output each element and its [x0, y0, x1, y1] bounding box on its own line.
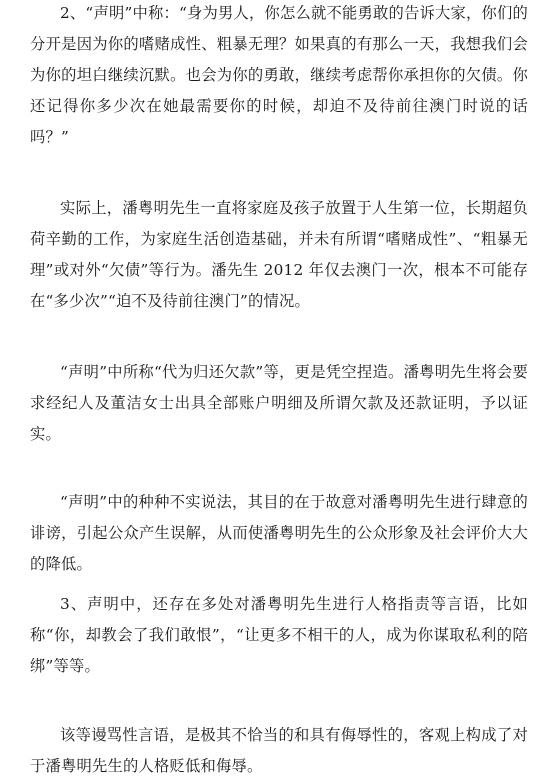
- paragraph-4: “声明”中的种种不实说法，其目的在于故意对潘粤明先生进行肆意的诽谤，引起公众产生误解，从而使潘粤明先生的公众形象及社会评价大大的降低。: [30, 493, 528, 573]
- paragraph-3: “声明”中所称“代为归还欠款”等，更是凭空捏造。潘粤明先生将会要求经纪人及董洁女士出具全部账户明细及所谓欠款及还款证明，予以证实。: [30, 363, 528, 443]
- paragraph-6: 该等谩骂性言语，是极其不恰当的和具有侮辱性的，客观上构成了对于潘粤明先生的人格贬低和侮辱。: [30, 726, 528, 775]
- paragraph-5: 3、声明中，还存在多处对潘粤明先生进行人格指责等言语，比如称“你，却教会了我们敢恨”，“让更多不相干的人，成为你谋取私利的陪绑”等等。: [30, 595, 528, 675]
- paragraph-1: 2、“声明”中称：“身为男人，你怎么就不能勇敢的告诉大家，你们的分开是因为你的嗜赌成性、粗暴无理？如果真的有那么一天，我想我们会为你的坦白继续沉默。也会为你的勇敢，继续考虑帮你承担你的欠债。你还记得你多少次在她最需要你的时候，却迫不及待前往澳门时说的话吗？”: [30, 4, 528, 146]
- paragraph-2: 实际上，潘粤明先生一直将家庭及孩子放置于人生第一位，长期超负荷辛勤的工作，为家庭生活创造基础，并未有所谓“嗜赌成性”、“粗暴无理”或对外“欠债”等行为。潘先生 2012 年仅去澳门一次，根本不可能存在“多少次”“迫不及待前往澳门”的情况。: [30, 199, 528, 310]
